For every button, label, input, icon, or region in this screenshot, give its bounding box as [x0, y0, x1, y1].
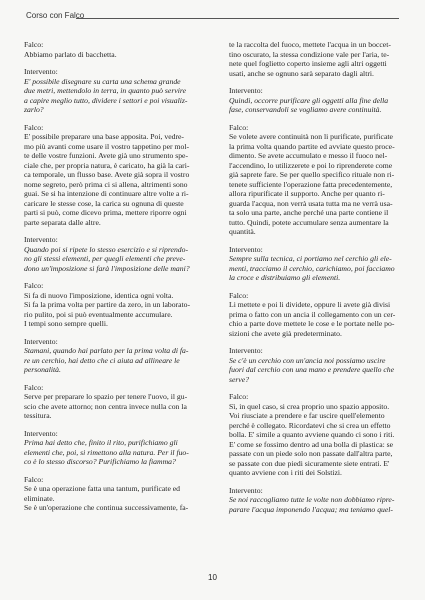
text-line: Sempre sulla tecnica, ci portiamo nel cerchio gli ele-	[229, 254, 392, 263]
speaker-label: Falco:	[24, 281, 44, 290]
text-line: zarlo?	[24, 105, 44, 114]
text-line: I tempi sono sempre quelli.	[24, 319, 108, 328]
text-line: dimento. Se avete accumulato e messo il fuoco nel-	[229, 151, 388, 160]
text-line: co è lo stesso discorso? Purifichiamo la fiamma?	[24, 457, 176, 466]
text-line: scio che avete attorno; non centra invece nulla con la	[24, 401, 187, 411]
text-line: E' possibile disegnare su carta una schema grande	[24, 76, 181, 86]
text-line: guai. Se si ha intenzione di continuare altre volte a ri-	[24, 189, 189, 198]
text-line: te la raccolta del fuoco, mettete l'acqua in un boccet-	[229, 40, 391, 49]
intervento-block	[24, 67, 209, 115]
speaker-label: Intervento:	[24, 336, 58, 346]
text-line: Se c'è un cerchio con un'ancia noi possiamo uscire	[229, 355, 386, 365]
speaker-label: Intervento:	[229, 86, 263, 95]
speaker-label: Falco:	[24, 122, 44, 132]
text-line: parare l'acqua imponendo l'acqua; ma teniamo quel-	[229, 504, 393, 514]
falco-block	[229, 291, 411, 339]
text-line: ca temporale, un flusso base. Avete già sopra il vostro	[24, 170, 190, 179]
text-line: Prima hai detto che, finito il rito, purifichiamo gli	[24, 438, 178, 447]
text-line: parte separata dalle altre.	[24, 217, 101, 227]
text-line: re un cerchio, hai detto che ci aiuta ad allineare le	[24, 355, 180, 365]
header-title: Corso con Falco	[26, 11, 85, 20]
text-line: dono un'imposizione si farà l'imposizione delle mani?	[24, 263, 190, 273]
speaker-label: Intervento:	[229, 244, 263, 254]
text-line: guarda l'acqua, non verrà usata tutta ma ne verrà usa-	[229, 198, 393, 208]
header-rule	[76, 18, 399, 19]
text-line: usati, anche se ognuno sarà separato dagli altri.	[229, 68, 374, 78]
text-line: Quindi, occorre purificare gli oggetti alla fine della	[229, 95, 389, 105]
text-line: caricare le stesse cose, la carica su ognuna di queste	[24, 198, 184, 208]
speaker-label: Intervento:	[229, 485, 263, 495]
text-line: tenete sufficiente l'operazione fatta precedentemente,	[229, 179, 393, 189]
text-line: menti, tracciamo il cerchio, carichiamo, poi facciamo	[229, 263, 395, 273]
text-line: Se volete avere continuità non li purificate, purificate	[229, 132, 393, 141]
intervento-block	[24, 337, 209, 375]
text-line: Serve per preparare lo spazio per tenere l'uovo, il gu-	[24, 392, 188, 401]
text-line: fase, conservandoli se vogliamo avere continuità.	[229, 105, 382, 114]
falco-block	[24, 475, 209, 513]
text-line: due metri, mettendolo in terra, in quanto può servire	[24, 86, 186, 95]
text-line: eliminate.	[24, 493, 55, 503]
text-line: prima o fatto con un ancia il collegamento con un cer-	[229, 309, 396, 319]
text-line: serve?	[229, 374, 250, 384]
continued-text-block	[229, 40, 411, 78]
text-line: ta solo una parte, anche perché una parte contiene il	[229, 208, 389, 217]
text-line: Abbiamo parlato di bacchetta.	[24, 49, 117, 59]
text-line: a capire meglio tutto, dividere i settori e poi visualiz-	[24, 95, 188, 105]
text-line: tessitura.	[24, 411, 52, 420]
text-line: chio a parte dove mettete le cose e le portate nelle po-	[229, 319, 395, 328]
intervento-block	[229, 245, 411, 283]
text-line: se passate con due piedi sicuramente siete entrati. E'	[229, 458, 390, 468]
text-line: la croce e distribuiamo gli elementi.	[229, 273, 341, 282]
intervento-block	[24, 235, 209, 273]
text-line: te delle vostre funzioni. Avete già uno strumento spe-	[24, 151, 189, 160]
text-line: no gli stessi elementi, per quegli elementi che preve-	[24, 254, 186, 263]
speaker-label: Intervento:	[24, 428, 58, 438]
text-line: nete quel foglietto coperto insieme agli altri oggetti	[229, 59, 387, 68]
falco-block	[24, 281, 209, 329]
text-line: sizioni che avete già predeterminato.	[229, 328, 342, 338]
text-line: perché è collegato. Ricordatevi che si crea un effetto	[229, 420, 391, 430]
text-line: mo più avanti come usare il vostro tappetino per mol-	[24, 141, 190, 151]
text-line: Si fa di nuovo l'imposizione, identica ogni volta.	[24, 290, 174, 300]
intervento-block	[229, 86, 411, 115]
text-line: Si fa la prima volta per partire da zero, in un laborato-	[24, 300, 191, 309]
text-line: la prima volta quando partite ed avviate questo proce-	[229, 141, 395, 151]
falco-block	[24, 40, 209, 59]
falco-block	[24, 383, 209, 421]
page-number: 10	[208, 573, 217, 582]
falco-block	[229, 123, 411, 237]
speaker-label: Falco:	[24, 382, 44, 392]
text-line: Stamani, quando hai parlato per la prima volta di fa-	[24, 346, 189, 355]
right-column	[229, 40, 411, 522]
text-line: allora ripurificate il supporto. Anche per quanto ri-	[229, 189, 385, 198]
intervento-block	[229, 346, 411, 384]
text-line: Sì, in quel caso, si crea proprio uno spazio apposito.	[229, 401, 390, 411]
speaker-label: Falco:	[24, 40, 44, 49]
text-line: E' possibile preparare una base apposita. Poi, vedre-	[24, 132, 184, 141]
text-line: rio pulito, poi si può eventualmente accumulare.	[24, 309, 173, 319]
text-line: Quando poi si ripete lo stesso esercizio e si riprendo-	[24, 244, 189, 254]
speaker-label: Intervento:	[229, 346, 263, 355]
speaker-label: Falco:	[229, 122, 249, 132]
text-line: quantità.	[229, 227, 256, 236]
text-line: parti si può, come dicevo prima, mettere riporre ogni	[24, 208, 187, 217]
text-line: tutto. Quindi, potete accumulare senza aumentare la	[229, 217, 389, 227]
speaker-label: Intervento:	[24, 235, 58, 244]
text-line: quanto avviene con i riti dei Solstizi.	[229, 468, 342, 477]
text-line: ciale che, per propria natura, è caricato, ha già la cari-	[24, 160, 190, 170]
text-line: elementi che, poi, si rimettono alla natura. Per il fuo-	[24, 447, 189, 457]
text-line: già saprete fare. Se per quello specifico rituale non ri-	[229, 170, 395, 179]
text-line: Se noi raccogliamo tutte le volte non dobbiamo ripre-	[229, 495, 395, 504]
falco-block	[229, 392, 411, 478]
speaker-label: Falco:	[24, 474, 44, 484]
text-line: E' come se fossimo dentro ad una bolla di plastica: se	[229, 439, 394, 449]
text-line: tino oscurato, la stessa condizione vale per l'aria, te-	[229, 49, 390, 59]
text-line: personalità.	[24, 365, 61, 374]
text-line: Se è una operazione fatta una tantum, purificate ed	[24, 484, 181, 493]
text-line: fuori dal cerchio con una mano e prendere quello che	[229, 365, 395, 374]
text-line: Li mettete e poi li dividete, oppure li avete già divisi	[229, 300, 391, 309]
text-line: Voi riusciate a prendere e far uscire quell'elemento	[229, 411, 385, 420]
running-header	[26, 11, 399, 20]
speaker-label: Falco:	[229, 290, 249, 300]
text-line: nome segreto, però prima ci si allena, altrimenti sono	[24, 179, 188, 189]
falco-block	[24, 123, 209, 228]
intervento-block	[24, 429, 209, 467]
text-line: passate con un piede solo non passate dall'altra parte,	[229, 449, 393, 458]
intervento-block	[229, 486, 411, 515]
text-line: l'accendino, lo utilizzerete e poi lo riprenderete come	[229, 160, 393, 170]
left-column	[24, 40, 209, 521]
speaker-label: Intervento:	[24, 67, 58, 76]
text-line: bolla. E' simile a quanto avviene quando ci sono i riti.	[229, 430, 395, 439]
text-line: Se è un'operazione che continua successivamente, fa-	[24, 503, 189, 512]
speaker-label: Falco:	[229, 392, 249, 401]
